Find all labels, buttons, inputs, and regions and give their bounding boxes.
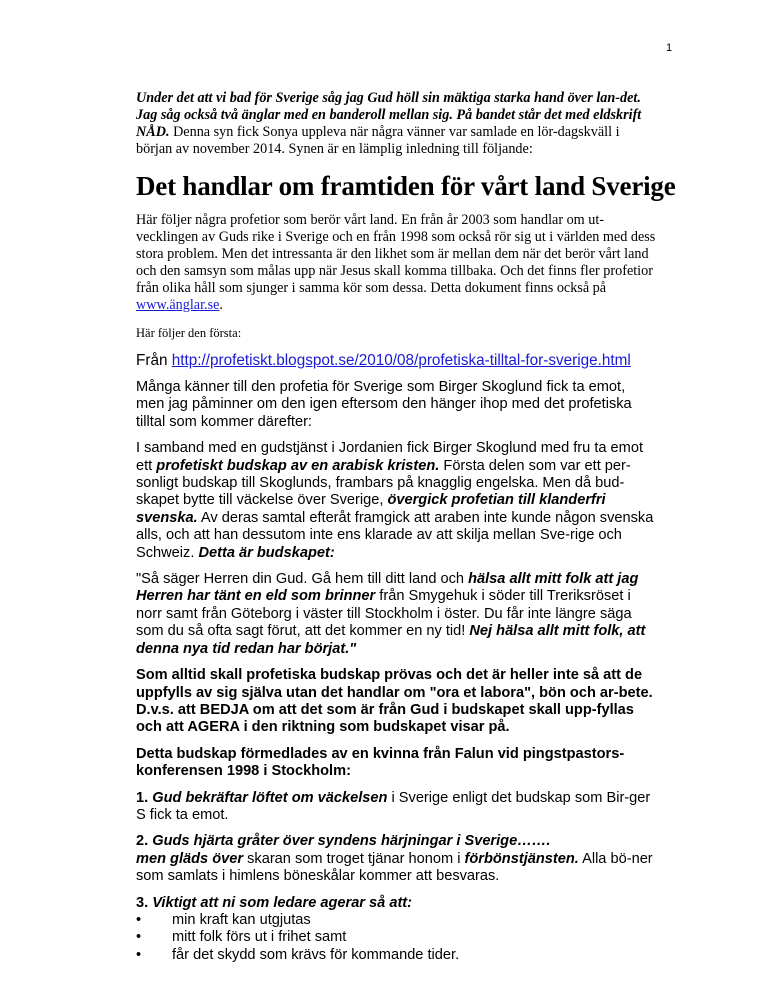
- text-segment: skaran som troget tjänar honom i: [243, 850, 465, 867]
- item-number: 3.: [136, 894, 153, 911]
- source-prefix: Från: [136, 352, 172, 369]
- first-label: Här följer den första:: [136, 326, 242, 340]
- emphasis: förbönstjänsten.: [464, 850, 579, 867]
- emphasis: hälsa allt mitt folk att jag Herren har tänt en eld som brinner: [136, 571, 639, 605]
- intro-paragraph: [136, 90, 656, 158]
- emphasis: Viktigt att ni som ledare agerar så att:: [152, 894, 413, 911]
- list-item: [136, 947, 656, 964]
- page-title: Det handlar om framtiden för vårt land Sverige: [136, 171, 676, 201]
- text-segment: "Så säger Herren din Gud. Gå hem till ditt land och: [136, 571, 469, 588]
- bullet-text: min kraft kan utgjutas: [172, 911, 311, 928]
- bullet-list: [136, 912, 656, 964]
- emphasis: profetiskt budskap av en arabisk kristen.: [156, 457, 440, 474]
- intro-body-paragraph: [136, 212, 656, 314]
- emphasis: Guds hjärta gråter över syndens härjningar i Sverige…….: [152, 833, 551, 850]
- paragraph-falun: Detta budskap förmedlades av en kvinna från Falun vid pingstpastors-konferensen 1998 i Stockholm:: [136, 745, 625, 780]
- text-segment: från Smygehuk i söder till Treriksröset i norr samt från Göteborg i väster till Stockholm i öster. Du får inte längre säga som du så ofta sagt förut, att det kommer en ny tid!: [136, 588, 632, 640]
- item-3-heading: [136, 895, 656, 912]
- emphasis: men gläds över: [136, 850, 244, 867]
- paragraph-text: Här följer några profetior som berör vårt land. En från år 2003 som handlar om ut-vecklingen av Guds rike i Sverige och en från 1998 som också rör sig ut i världen med dess stora problem. Men det intressanta är den likhet som är mellan dem när det berör vårt land och den samsyn som målas upp när Jesus skall komma tillbaka. Och det finns fler profetior från olika håll som sjunger i samma kör som dessa. Detta dokument finns också på: [136, 212, 656, 296]
- list-item-1: [136, 790, 656, 825]
- prophecy-quote: [136, 571, 656, 658]
- document-body: [136, 90, 676, 964]
- source-line: [136, 352, 656, 370]
- list-item: [136, 912, 656, 929]
- bullet-icon: •: [136, 946, 142, 963]
- text-segment: Av deras samtal efteråt framgick att araben inte kunde någon svenska alls, och att han dessutom inte ens klarade av att skilja mellan Sve-rige och Schweiz.: [136, 509, 654, 561]
- intro-text: Denna syn fick Sonya uppleva när några vänner var samlade en lör-dagskväll i början av november 2014. Synen är en lämplig inledning till följande:: [136, 124, 620, 157]
- page-number: 1: [666, 42, 673, 54]
- emphasis: övergick profetian till klanderfri svenska.: [136, 492, 606, 526]
- source-link[interactable]: http://profetiskt.blogspot.se/2010/08/profetiska-tilltal-for-sverige.html: [171, 352, 631, 369]
- item-number: 2.: [136, 833, 153, 850]
- text-segment: Första delen som var ett per-sonligt budskap till Skoglunds, frambars på knagglig engelska. Men då bud-skapet bytte till väckelse över Sverige,: [136, 457, 631, 509]
- list-item: [136, 929, 656, 946]
- bullet-text: mitt folk förs ut i frihet samt: [172, 929, 347, 946]
- emphasis: Nej hälsa allt mitt folk, att denna nya tid redan har börjat.": [136, 623, 646, 657]
- paragraph-jordanien: [136, 440, 656, 562]
- vision-text: Under det att vi bad för Sverige såg jag Gud höll sin mäktiga starka hand över lan-det. Jag såg också två änglar med en banderoll mellan sig. På bandet står det med eldskrift NÅD.: [136, 90, 642, 140]
- item-number: 1.: [136, 789, 153, 806]
- list-item-2: [136, 833, 656, 885]
- text-segment: i Sverige enligt det budskap som Bir-ger S fick ta emot.: [136, 789, 651, 823]
- bullet-icon: •: [136, 929, 142, 946]
- list-item-3: [136, 895, 656, 965]
- bullet-text: får det skydd som krävs för kommande tider.: [172, 946, 460, 963]
- emphasis: Detta är budskapet:: [198, 544, 335, 561]
- website-link[interactable]: www.änglar.se: [136, 297, 220, 313]
- bullet-icon: •: [136, 911, 142, 928]
- text-segment: Alla bö-ner som samlats i himlens böneskålar kommer att besvaras.: [136, 850, 653, 885]
- emphasis: Gud bekräftar löftet om väckelsen: [152, 789, 388, 806]
- paragraph-ora-et-labora: Som alltid skall profetiska budskap prövas och det är heller inte så att de uppfylls av sig själva utan det handlar om "ora et labora", bön och ar-bete. D.v.s. att BEDJA om att det som är från Gud i budskapet skall upp-fyllas och att AGERA i den riktning som budskapet visar på.: [136, 667, 653, 736]
- text-segment: I samband med en gudstjänst i Jordanien fick Birger Skoglund med fru ta emot ett: [136, 440, 643, 474]
- paragraph-end: .: [219, 297, 223, 313]
- paragraph-skoglund: Många känner till den profetia för Sverige som Birger Skoglund fick ta emot, men jag påminner om den igen eftersom den hänger ihop med det profetiska tilltal som kommer därefter:: [136, 379, 632, 430]
